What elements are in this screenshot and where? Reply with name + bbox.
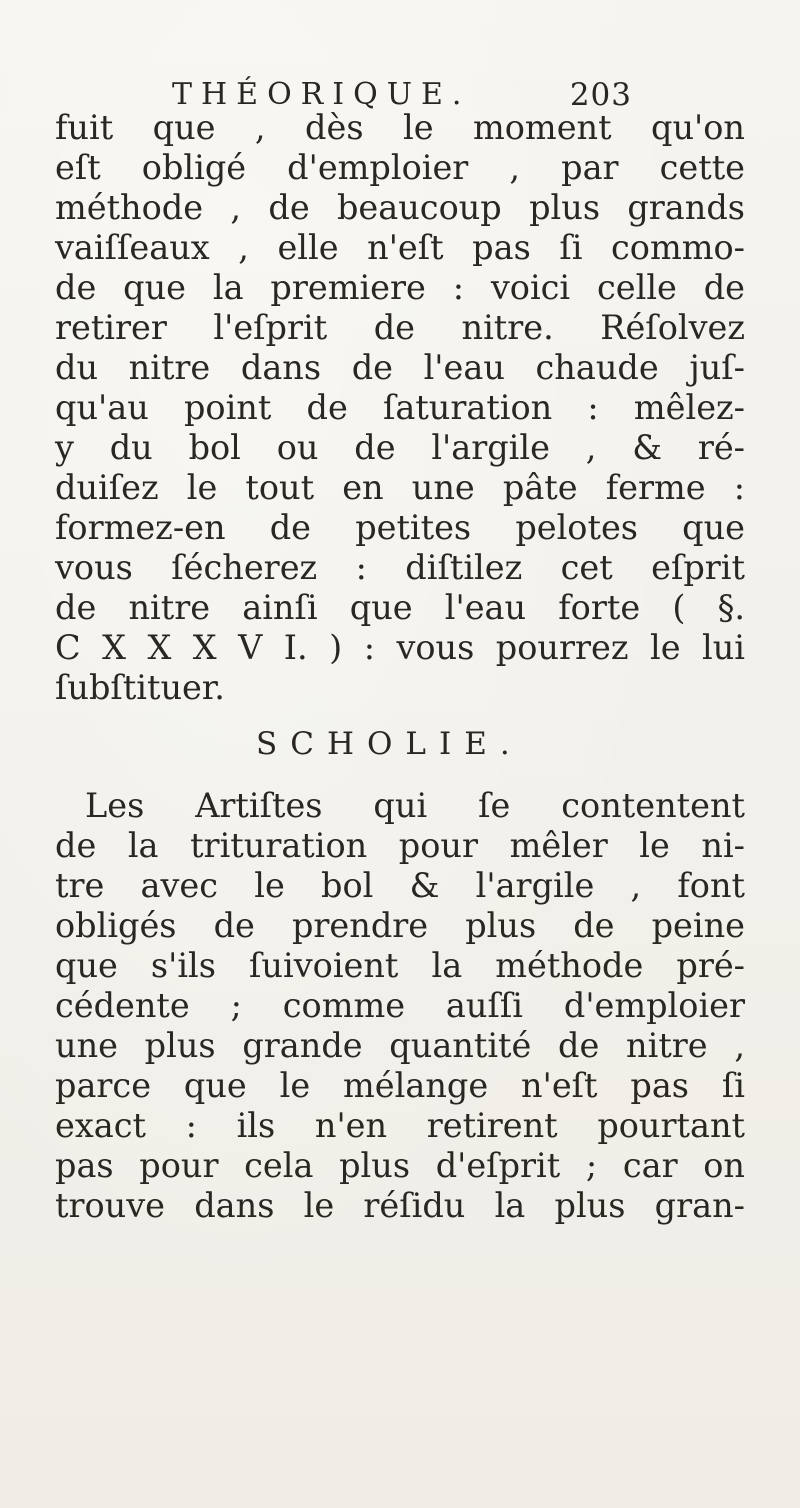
- paragraph-scholie: [55, 786, 745, 1226]
- text-line: pas pour cela plus d'eſprit ; car on: [55, 1146, 745, 1185]
- text-line: du nitre dans de l'eau chaude juſ-: [55, 348, 745, 387]
- text-line: parce que le mélange n'eſt pas ſi: [55, 1066, 745, 1105]
- text-line: exact : ils n'en retirent pourtant: [55, 1106, 745, 1145]
- text-line: qu'au point de ſaturation : mêlez-: [55, 388, 745, 427]
- running-head-title: THÉORIQUE.: [172, 77, 471, 112]
- text-line: ſubſtituer.: [55, 668, 225, 707]
- text-line: obligés de prendre plus de peine: [55, 906, 745, 945]
- page-number: 203: [569, 77, 632, 113]
- text-line: duiſez le tout en une pâte ferme :: [55, 468, 745, 507]
- text-line: de que la premiere : voici celle de: [55, 268, 745, 307]
- text-line: retirer l'eſprit de nitre. Réſolvez: [55, 308, 745, 347]
- text-line: vaiſſeaux , elle n'eſt pas ſi commo-: [55, 228, 745, 267]
- text-line: Les Artiſtes qui ſe contentent: [85, 786, 745, 825]
- text-line: eſt obligé d'emploier , par cette: [55, 148, 745, 187]
- text-line: une plus grande quantité de nitre ,: [55, 1026, 745, 1065]
- text-line: trouve dans le réſidu la plus gran-: [55, 1186, 745, 1225]
- text-line: cédente ; comme auſſi d'emploier: [55, 986, 745, 1025]
- text-line: fuit que , dès le moment qu'on: [55, 108, 745, 147]
- text-line: y du bol ou de l'argile , & ré-: [55, 428, 745, 467]
- text-line: de nitre ainſi que l'eau forte ( §.: [55, 588, 745, 627]
- text-line: vous ſécherez : diſtilez cet eſprit: [55, 548, 745, 587]
- text-line: que s'ils ſuivoient la méthode pré-: [55, 946, 745, 985]
- section-heading-scholie: SCHOLIE.: [256, 726, 523, 762]
- text-line: de la trituration pour mêler le ni-: [55, 826, 745, 865]
- text-line: formez-en de petites pelotes que: [55, 508, 745, 547]
- text-line: C X X X V I. ) : vous pourrez le lui: [55, 628, 745, 667]
- text-line: méthode , de beaucoup plus grands: [55, 188, 745, 227]
- body-text: [55, 108, 745, 1226]
- paragraph-main: [55, 108, 745, 708]
- text-line: tre avec le bol & l'argile , font: [55, 866, 745, 905]
